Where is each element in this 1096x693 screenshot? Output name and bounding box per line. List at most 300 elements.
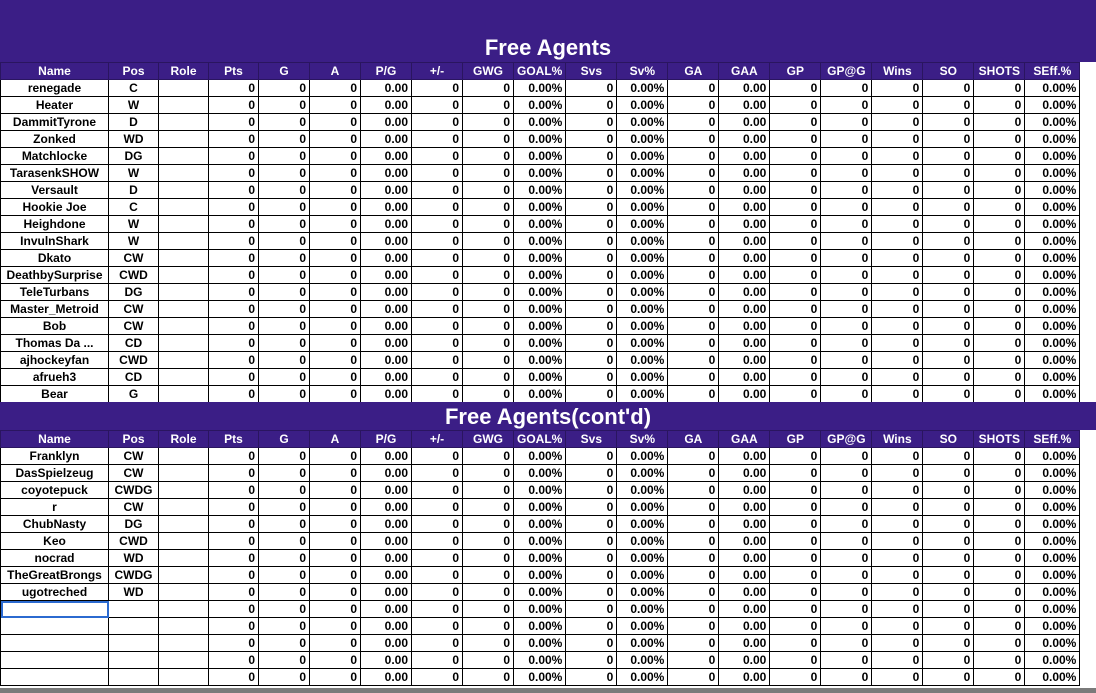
role-cell[interactable] xyxy=(159,448,209,465)
stat-cell-g[interactable]: 0 xyxy=(259,80,310,97)
stat-cell-pm[interactable]: 0 xyxy=(412,448,463,465)
stat-cell-gwg[interactable]: 0 xyxy=(463,516,514,533)
stat-cell-pm[interactable]: 0 xyxy=(412,584,463,601)
stat-cell-pm[interactable]: 0 xyxy=(412,465,463,482)
player-name-cell[interactable]: DeathbySurprise xyxy=(1,267,109,284)
stat-cell-svs[interactable]: 0 xyxy=(566,97,617,114)
stat-cell-g[interactable]: 0 xyxy=(259,601,310,618)
stat-cell-gwg[interactable]: 0 xyxy=(463,131,514,148)
stat-cell-so[interactable]: 0 xyxy=(923,250,974,267)
stat-cell-gpg[interactable]: 0 xyxy=(821,335,872,352)
stat-cell-gp[interactable]: 0 xyxy=(770,335,821,352)
stat-cell-svs[interactable]: 0 xyxy=(566,318,617,335)
column-header[interactable]: GP xyxy=(770,431,821,448)
stat-cell-a[interactable]: 0 xyxy=(310,250,361,267)
stat-cell-g[interactable]: 0 xyxy=(259,584,310,601)
role-cell[interactable] xyxy=(159,669,209,686)
stat-cell-ga[interactable]: 0 xyxy=(668,114,719,131)
stat-cell-svpct[interactable]: 0.00% xyxy=(617,635,668,652)
stat-cell-gaa[interactable]: 0.00 xyxy=(719,567,770,584)
stat-cell-shots[interactable]: 0 xyxy=(974,482,1025,499)
stat-cell-pts[interactable]: 0 xyxy=(209,516,259,533)
stat-cell-goalpct[interactable]: 0.00% xyxy=(514,97,566,114)
role-cell[interactable] xyxy=(159,601,209,618)
stat-cell-gaa[interactable]: 0.00 xyxy=(719,284,770,301)
stat-cell-a[interactable]: 0 xyxy=(310,233,361,250)
stat-cell-pg[interactable]: 0.00 xyxy=(361,216,412,233)
position-cell[interactable] xyxy=(109,635,159,652)
stat-cell-goalpct[interactable]: 0.00% xyxy=(514,635,566,652)
column-header[interactable]: GAA xyxy=(719,63,770,80)
stat-cell-gaa[interactable]: 0.00 xyxy=(719,114,770,131)
stat-cell-pts[interactable]: 0 xyxy=(209,618,259,635)
stat-cell-shots[interactable]: 0 xyxy=(974,131,1025,148)
stat-cell-shots[interactable]: 0 xyxy=(974,567,1025,584)
stat-cell-wins[interactable]: 0 xyxy=(872,250,923,267)
column-header[interactable]: SO xyxy=(923,63,974,80)
stat-cell-gpg[interactable]: 0 xyxy=(821,567,872,584)
stat-cell-pg[interactable]: 0.00 xyxy=(361,182,412,199)
stat-cell-ga[interactable]: 0 xyxy=(668,301,719,318)
player-name-cell[interactable] xyxy=(1,635,109,652)
column-header[interactable]: GA xyxy=(668,63,719,80)
stat-cell-ga[interactable]: 0 xyxy=(668,448,719,465)
stat-cell-gp[interactable]: 0 xyxy=(770,114,821,131)
stat-cell-seff[interactable]: 0.00% xyxy=(1025,448,1080,465)
role-cell[interactable] xyxy=(159,199,209,216)
stat-cell-a[interactable]: 0 xyxy=(310,216,361,233)
stat-cell-seff[interactable]: 0.00% xyxy=(1025,199,1080,216)
column-header[interactable]: SHOTS xyxy=(974,431,1025,448)
stat-cell-goalpct[interactable]: 0.00% xyxy=(514,182,566,199)
stat-cell-g[interactable]: 0 xyxy=(259,318,310,335)
stat-cell-gp[interactable]: 0 xyxy=(770,148,821,165)
stat-cell-seff[interactable]: 0.00% xyxy=(1025,216,1080,233)
stat-cell-svpct[interactable]: 0.00% xyxy=(617,114,668,131)
stat-cell-gwg[interactable]: 0 xyxy=(463,601,514,618)
stat-cell-a[interactable]: 0 xyxy=(310,465,361,482)
player-name-cell[interactable]: ChubNasty xyxy=(1,516,109,533)
stat-cell-pm[interactable]: 0 xyxy=(412,114,463,131)
column-header[interactable]: Svs xyxy=(566,431,617,448)
stat-cell-so[interactable]: 0 xyxy=(923,516,974,533)
stat-cell-so[interactable]: 0 xyxy=(923,618,974,635)
stat-cell-svpct[interactable]: 0.00% xyxy=(617,386,668,403)
stat-cell-g[interactable]: 0 xyxy=(259,114,310,131)
player-name-cell[interactable]: TarasenkSHOW xyxy=(1,165,109,182)
stat-cell-pg[interactable]: 0.00 xyxy=(361,369,412,386)
stat-cell-svpct[interactable]: 0.00% xyxy=(617,182,668,199)
stat-cell-ga[interactable]: 0 xyxy=(668,533,719,550)
stat-cell-so[interactable]: 0 xyxy=(923,114,974,131)
stat-cell-pts[interactable]: 0 xyxy=(209,584,259,601)
position-cell[interactable]: D xyxy=(109,182,159,199)
stat-cell-svs[interactable]: 0 xyxy=(566,369,617,386)
role-cell[interactable] xyxy=(159,148,209,165)
player-name-cell[interactable]: r xyxy=(1,499,109,516)
stat-cell-g[interactable]: 0 xyxy=(259,335,310,352)
stat-cell-goalpct[interactable]: 0.00% xyxy=(514,318,566,335)
column-header[interactable]: Role xyxy=(159,431,209,448)
stat-cell-gpg[interactable]: 0 xyxy=(821,386,872,403)
column-header[interactable]: GOAL% xyxy=(514,63,566,80)
stat-cell-goalpct[interactable]: 0.00% xyxy=(514,114,566,131)
stat-cell-wins[interactable]: 0 xyxy=(872,584,923,601)
stat-cell-a[interactable]: 0 xyxy=(310,386,361,403)
stat-cell-pts[interactable]: 0 xyxy=(209,131,259,148)
position-cell[interactable]: DG xyxy=(109,516,159,533)
stat-cell-svs[interactable]: 0 xyxy=(566,131,617,148)
stat-cell-wins[interactable]: 0 xyxy=(872,165,923,182)
stat-cell-a[interactable]: 0 xyxy=(310,301,361,318)
stat-cell-gwg[interactable]: 0 xyxy=(463,318,514,335)
stat-cell-svs[interactable]: 0 xyxy=(566,465,617,482)
stat-cell-goalpct[interactable]: 0.00% xyxy=(514,165,566,182)
column-header[interactable]: GP xyxy=(770,63,821,80)
stat-cell-gpg[interactable]: 0 xyxy=(821,250,872,267)
stat-cell-gpg[interactable]: 0 xyxy=(821,114,872,131)
stat-cell-shots[interactable]: 0 xyxy=(974,80,1025,97)
stat-cell-svpct[interactable]: 0.00% xyxy=(617,352,668,369)
stat-cell-svpct[interactable]: 0.00% xyxy=(617,199,668,216)
stat-cell-svs[interactable]: 0 xyxy=(566,216,617,233)
stat-cell-goalpct[interactable]: 0.00% xyxy=(514,550,566,567)
role-cell[interactable] xyxy=(159,352,209,369)
stat-cell-wins[interactable]: 0 xyxy=(872,335,923,352)
stat-cell-svpct[interactable]: 0.00% xyxy=(617,148,668,165)
stat-cell-svs[interactable]: 0 xyxy=(566,482,617,499)
stat-cell-shots[interactable]: 0 xyxy=(974,250,1025,267)
stat-cell-so[interactable]: 0 xyxy=(923,301,974,318)
player-name-cell[interactable]: Matchlocke xyxy=(1,148,109,165)
stat-cell-so[interactable]: 0 xyxy=(923,131,974,148)
stat-cell-pts[interactable]: 0 xyxy=(209,233,259,250)
player-name-cell[interactable] xyxy=(1,652,109,669)
stat-cell-svpct[interactable]: 0.00% xyxy=(617,97,668,114)
stat-cell-gpg[interactable]: 0 xyxy=(821,284,872,301)
stat-cell-pts[interactable]: 0 xyxy=(209,267,259,284)
stat-cell-pts[interactable]: 0 xyxy=(209,165,259,182)
stat-cell-svs[interactable]: 0 xyxy=(566,267,617,284)
stat-cell-pm[interactable]: 0 xyxy=(412,618,463,635)
stat-cell-a[interactable]: 0 xyxy=(310,533,361,550)
player-name-cell[interactable]: Dkato xyxy=(1,250,109,267)
stat-cell-gp[interactable]: 0 xyxy=(770,250,821,267)
stat-cell-a[interactable]: 0 xyxy=(310,482,361,499)
column-header[interactable]: Svs xyxy=(566,63,617,80)
stat-cell-seff[interactable]: 0.00% xyxy=(1025,386,1080,403)
stat-cell-pts[interactable]: 0 xyxy=(209,386,259,403)
stat-cell-a[interactable]: 0 xyxy=(310,318,361,335)
stat-cell-gpg[interactable]: 0 xyxy=(821,301,872,318)
stat-cell-gaa[interactable]: 0.00 xyxy=(719,584,770,601)
stat-cell-gp[interactable]: 0 xyxy=(770,550,821,567)
stat-cell-seff[interactable]: 0.00% xyxy=(1025,267,1080,284)
stat-cell-gaa[interactable]: 0.00 xyxy=(719,318,770,335)
stat-cell-goalpct[interactable]: 0.00% xyxy=(514,567,566,584)
stat-cell-svpct[interactable]: 0.00% xyxy=(617,533,668,550)
column-header[interactable]: G xyxy=(259,63,310,80)
stat-cell-gaa[interactable]: 0.00 xyxy=(719,465,770,482)
stat-cell-shots[interactable]: 0 xyxy=(974,148,1025,165)
stat-cell-gpg[interactable]: 0 xyxy=(821,318,872,335)
stat-cell-pts[interactable]: 0 xyxy=(209,533,259,550)
player-name-cell[interactable]: Thomas Da ... xyxy=(1,335,109,352)
stat-cell-g[interactable]: 0 xyxy=(259,482,310,499)
stat-cell-gpg[interactable]: 0 xyxy=(821,80,872,97)
stat-cell-gp[interactable]: 0 xyxy=(770,669,821,686)
stat-cell-wins[interactable]: 0 xyxy=(872,550,923,567)
stat-cell-pts[interactable]: 0 xyxy=(209,465,259,482)
position-cell[interactable] xyxy=(109,618,159,635)
stat-cell-gp[interactable]: 0 xyxy=(770,267,821,284)
role-cell[interactable] xyxy=(159,114,209,131)
position-cell[interactable]: CW xyxy=(109,301,159,318)
stat-cell-wins[interactable]: 0 xyxy=(872,516,923,533)
player-name-cell[interactable]: Heighdone xyxy=(1,216,109,233)
stat-cell-seff[interactable]: 0.00% xyxy=(1025,131,1080,148)
role-cell[interactable] xyxy=(159,533,209,550)
stat-cell-so[interactable]: 0 xyxy=(923,335,974,352)
stat-cell-so[interactable]: 0 xyxy=(923,601,974,618)
stat-cell-so[interactable]: 0 xyxy=(923,352,974,369)
stat-cell-wins[interactable]: 0 xyxy=(872,301,923,318)
stat-cell-g[interactable]: 0 xyxy=(259,635,310,652)
stat-cell-seff[interactable]: 0.00% xyxy=(1025,335,1080,352)
stat-cell-gaa[interactable]: 0.00 xyxy=(719,131,770,148)
role-cell[interactable] xyxy=(159,567,209,584)
stat-cell-wins[interactable]: 0 xyxy=(872,482,923,499)
player-name-cell[interactable]: Keo xyxy=(1,533,109,550)
stat-cell-gaa[interactable]: 0.00 xyxy=(719,250,770,267)
stat-cell-seff[interactable]: 0.00% xyxy=(1025,114,1080,131)
stat-cell-ga[interactable]: 0 xyxy=(668,148,719,165)
stat-cell-pg[interactable]: 0.00 xyxy=(361,250,412,267)
stat-cell-a[interactable]: 0 xyxy=(310,131,361,148)
stat-cell-gwg[interactable]: 0 xyxy=(463,635,514,652)
stat-cell-gwg[interactable]: 0 xyxy=(463,369,514,386)
stat-cell-gpg[interactable]: 0 xyxy=(821,618,872,635)
stat-cell-svs[interactable]: 0 xyxy=(566,499,617,516)
stat-cell-ga[interactable]: 0 xyxy=(668,516,719,533)
stat-cell-pm[interactable]: 0 xyxy=(412,182,463,199)
stat-cell-seff[interactable]: 0.00% xyxy=(1025,369,1080,386)
stat-cell-gaa[interactable]: 0.00 xyxy=(719,448,770,465)
position-cell[interactable]: CW xyxy=(109,318,159,335)
stat-cell-g[interactable]: 0 xyxy=(259,516,310,533)
stat-cell-seff[interactable]: 0.00% xyxy=(1025,482,1080,499)
stat-cell-shots[interactable]: 0 xyxy=(974,182,1025,199)
stat-cell-gp[interactable]: 0 xyxy=(770,199,821,216)
stat-cell-gpg[interactable]: 0 xyxy=(821,199,872,216)
stat-cell-gwg[interactable]: 0 xyxy=(463,465,514,482)
stat-cell-a[interactable]: 0 xyxy=(310,567,361,584)
role-cell[interactable] xyxy=(159,165,209,182)
stat-cell-gaa[interactable]: 0.00 xyxy=(719,97,770,114)
stat-cell-pg[interactable]: 0.00 xyxy=(361,318,412,335)
stat-cell-pts[interactable]: 0 xyxy=(209,284,259,301)
stat-cell-gaa[interactable]: 0.00 xyxy=(719,635,770,652)
stat-cell-pg[interactable]: 0.00 xyxy=(361,516,412,533)
stat-cell-svpct[interactable]: 0.00% xyxy=(617,131,668,148)
stat-cell-g[interactable]: 0 xyxy=(259,386,310,403)
stat-cell-so[interactable]: 0 xyxy=(923,386,974,403)
stat-cell-gpg[interactable]: 0 xyxy=(821,148,872,165)
stat-cell-svpct[interactable]: 0.00% xyxy=(617,567,668,584)
stat-cell-so[interactable]: 0 xyxy=(923,97,974,114)
stat-cell-gp[interactable]: 0 xyxy=(770,499,821,516)
stat-cell-pts[interactable]: 0 xyxy=(209,80,259,97)
stat-cell-ga[interactable]: 0 xyxy=(668,584,719,601)
stat-cell-gp[interactable]: 0 xyxy=(770,369,821,386)
stat-cell-shots[interactable]: 0 xyxy=(974,335,1025,352)
stat-cell-g[interactable]: 0 xyxy=(259,97,310,114)
role-cell[interactable] xyxy=(159,584,209,601)
stat-cell-wins[interactable]: 0 xyxy=(872,533,923,550)
stat-cell-gwg[interactable]: 0 xyxy=(463,386,514,403)
stat-cell-gp[interactable]: 0 xyxy=(770,386,821,403)
stat-cell-shots[interactable]: 0 xyxy=(974,386,1025,403)
stat-cell-ga[interactable]: 0 xyxy=(668,618,719,635)
column-header[interactable]: Role xyxy=(159,63,209,80)
position-cell[interactable] xyxy=(109,669,159,686)
stat-cell-seff[interactable]: 0.00% xyxy=(1025,352,1080,369)
stat-cell-a[interactable]: 0 xyxy=(310,635,361,652)
stat-cell-gaa[interactable]: 0.00 xyxy=(719,652,770,669)
stat-cell-svpct[interactable]: 0.00% xyxy=(617,618,668,635)
player-name-cell[interactable]: DasSpielzeug xyxy=(1,465,109,482)
stat-cell-shots[interactable]: 0 xyxy=(974,284,1025,301)
stat-cell-svpct[interactable]: 0.00% xyxy=(617,335,668,352)
stat-cell-a[interactable]: 0 xyxy=(310,516,361,533)
stat-cell-a[interactable]: 0 xyxy=(310,267,361,284)
stat-cell-gwg[interactable]: 0 xyxy=(463,267,514,284)
stat-cell-g[interactable]: 0 xyxy=(259,165,310,182)
stat-cell-g[interactable]: 0 xyxy=(259,148,310,165)
stat-cell-goalpct[interactable]: 0.00% xyxy=(514,584,566,601)
stat-cell-gpg[interactable]: 0 xyxy=(821,465,872,482)
stat-cell-pm[interactable]: 0 xyxy=(412,318,463,335)
stat-cell-gpg[interactable]: 0 xyxy=(821,533,872,550)
stat-cell-pm[interactable]: 0 xyxy=(412,550,463,567)
stat-cell-seff[interactable]: 0.00% xyxy=(1025,182,1080,199)
stat-cell-gwg[interactable]: 0 xyxy=(463,335,514,352)
column-header[interactable]: GWG xyxy=(463,63,514,80)
stat-cell-pm[interactable]: 0 xyxy=(412,199,463,216)
stat-cell-gaa[interactable]: 0.00 xyxy=(719,165,770,182)
role-cell[interactable] xyxy=(159,369,209,386)
position-cell[interactable]: W xyxy=(109,165,159,182)
stat-cell-pg[interactable]: 0.00 xyxy=(361,482,412,499)
position-cell[interactable]: C xyxy=(109,199,159,216)
stat-cell-pg[interactable]: 0.00 xyxy=(361,567,412,584)
stat-cell-pm[interactable]: 0 xyxy=(412,482,463,499)
stat-cell-pg[interactable]: 0.00 xyxy=(361,131,412,148)
stat-cell-seff[interactable]: 0.00% xyxy=(1025,165,1080,182)
stat-cell-so[interactable]: 0 xyxy=(923,652,974,669)
stat-cell-ga[interactable]: 0 xyxy=(668,352,719,369)
stat-cell-pg[interactable]: 0.00 xyxy=(361,233,412,250)
stat-cell-pts[interactable]: 0 xyxy=(209,318,259,335)
stat-cell-seff[interactable]: 0.00% xyxy=(1025,284,1080,301)
stat-cell-g[interactable]: 0 xyxy=(259,267,310,284)
stat-cell-gp[interactable]: 0 xyxy=(770,80,821,97)
stat-cell-gwg[interactable]: 0 xyxy=(463,618,514,635)
stat-cell-seff[interactable]: 0.00% xyxy=(1025,318,1080,335)
stat-cell-g[interactable]: 0 xyxy=(259,131,310,148)
stat-cell-so[interactable]: 0 xyxy=(923,482,974,499)
stat-cell-ga[interactable]: 0 xyxy=(668,267,719,284)
stat-cell-svpct[interactable]: 0.00% xyxy=(617,216,668,233)
position-cell[interactable]: CWDG xyxy=(109,482,159,499)
stat-cell-g[interactable]: 0 xyxy=(259,199,310,216)
stat-cell-gwg[interactable]: 0 xyxy=(463,216,514,233)
stat-cell-goalpct[interactable]: 0.00% xyxy=(514,533,566,550)
role-cell[interactable] xyxy=(159,267,209,284)
stat-cell-goalpct[interactable]: 0.00% xyxy=(514,369,566,386)
stat-cell-seff[interactable]: 0.00% xyxy=(1025,499,1080,516)
position-cell[interactable]: DG xyxy=(109,284,159,301)
position-cell[interactable]: W xyxy=(109,97,159,114)
stat-cell-goalpct[interactable]: 0.00% xyxy=(514,465,566,482)
stat-cell-pg[interactable]: 0.00 xyxy=(361,165,412,182)
player-name-cell[interactable]: ugotreched xyxy=(1,584,109,601)
role-cell[interactable] xyxy=(159,182,209,199)
stat-cell-gaa[interactable]: 0.00 xyxy=(719,216,770,233)
position-cell[interactable]: DG xyxy=(109,148,159,165)
stat-cell-shots[interactable]: 0 xyxy=(974,318,1025,335)
stat-cell-gpg[interactable]: 0 xyxy=(821,216,872,233)
stat-cell-pm[interactable]: 0 xyxy=(412,369,463,386)
stat-cell-so[interactable]: 0 xyxy=(923,465,974,482)
stat-cell-pg[interactable]: 0.00 xyxy=(361,301,412,318)
stat-cell-pts[interactable]: 0 xyxy=(209,669,259,686)
stat-cell-gwg[interactable]: 0 xyxy=(463,669,514,686)
player-name-cell[interactable]: ajhockeyfan xyxy=(1,352,109,369)
stat-cell-shots[interactable]: 0 xyxy=(974,114,1025,131)
stat-cell-goalpct[interactable]: 0.00% xyxy=(514,80,566,97)
position-cell[interactable]: CWD xyxy=(109,352,159,369)
stat-cell-gaa[interactable]: 0.00 xyxy=(719,386,770,403)
column-header[interactable]: GA xyxy=(668,431,719,448)
stat-cell-pm[interactable]: 0 xyxy=(412,635,463,652)
stat-cell-gaa[interactable]: 0.00 xyxy=(719,369,770,386)
position-cell[interactable]: G xyxy=(109,386,159,403)
column-header[interactable]: P/G xyxy=(361,63,412,80)
column-header[interactable]: Pts xyxy=(209,63,259,80)
stat-cell-gpg[interactable]: 0 xyxy=(821,635,872,652)
stat-cell-gwg[interactable]: 0 xyxy=(463,250,514,267)
stat-cell-gwg[interactable]: 0 xyxy=(463,550,514,567)
stat-cell-gwg[interactable]: 0 xyxy=(463,233,514,250)
stat-cell-svpct[interactable]: 0.00% xyxy=(617,550,668,567)
stat-cell-gpg[interactable]: 0 xyxy=(821,499,872,516)
stat-cell-gaa[interactable]: 0.00 xyxy=(719,335,770,352)
stat-cell-pg[interactable]: 0.00 xyxy=(361,335,412,352)
stat-cell-pts[interactable]: 0 xyxy=(209,482,259,499)
stat-cell-a[interactable]: 0 xyxy=(310,199,361,216)
stat-cell-gwg[interactable]: 0 xyxy=(463,499,514,516)
stat-cell-shots[interactable]: 0 xyxy=(974,516,1025,533)
stat-cell-wins[interactable]: 0 xyxy=(872,352,923,369)
stat-cell-svs[interactable]: 0 xyxy=(566,533,617,550)
stat-cell-pts[interactable]: 0 xyxy=(209,652,259,669)
column-header[interactable]: Sv% xyxy=(617,431,668,448)
stat-cell-gpg[interactable]: 0 xyxy=(821,131,872,148)
stat-cell-goalpct[interactable]: 0.00% xyxy=(514,499,566,516)
stat-cell-shots[interactable]: 0 xyxy=(974,301,1025,318)
stat-cell-ga[interactable]: 0 xyxy=(668,386,719,403)
